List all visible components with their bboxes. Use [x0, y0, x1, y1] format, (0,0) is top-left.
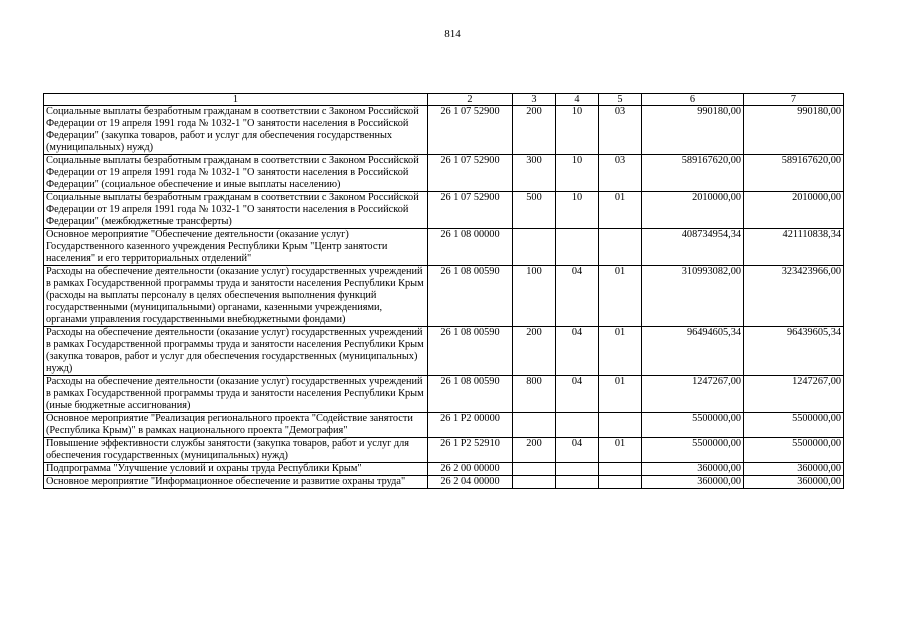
row-expense-type-cell	[513, 476, 556, 489]
row-expense-type-cell: 100	[513, 266, 556, 327]
budget-table	[43, 93, 844, 489]
table-row	[44, 155, 844, 192]
row-amount-year1-cell: 360000,00	[642, 476, 744, 489]
row-section-cell: 04	[556, 266, 599, 327]
row-amount-year1-cell: 96494605,34	[642, 327, 744, 376]
row-csr-code-cell: 26 2 04 00000	[428, 476, 513, 489]
header-row	[44, 94, 844, 106]
row-section-cell	[556, 476, 599, 489]
header-col-1: 1	[44, 94, 428, 106]
row-subsection-cell: 03	[599, 106, 642, 155]
row-section-cell: 10	[556, 155, 599, 192]
row-expense-type-cell: 200	[513, 106, 556, 155]
row-subsection-cell: 03	[599, 155, 642, 192]
row-amount-year1-cell: 990180,00	[642, 106, 744, 155]
row-name-cell: Расходы на обеспечение деятельности (оказание услуг) государственных учреждений в рамках Государственной программы труда и занятости населения Республики Крым (иные бюджетные ассигнования)	[44, 376, 428, 413]
row-expense-type-cell: 200	[513, 327, 556, 376]
row-csr-code-cell: 26 1 07 52900	[428, 155, 513, 192]
row-amount-year1-cell: 5500000,00	[642, 438, 744, 463]
row-amount-year2-cell: 1247267,00	[744, 376, 844, 413]
row-name-cell: Расходы на обеспечение деятельности (оказание услуг) государственных учреждений в рамках Государственной программы труда и занятости населения Республики Крым (расходы на выплаты персоналу в целях обеспечения выполнения функций государственными (муниципальными) органами, казенными учреждениями, органами управления государственными внебюджетными фондами)	[44, 266, 428, 327]
table-row	[44, 327, 844, 376]
row-subsection-cell: 01	[599, 192, 642, 229]
table-row	[44, 229, 844, 266]
row-section-cell	[556, 463, 599, 476]
row-expense-type-cell: 500	[513, 192, 556, 229]
header-col-6: 6	[642, 94, 744, 106]
row-amount-year2-cell: 421110838,34	[744, 229, 844, 266]
row-csr-code-cell: 26 2 00 00000	[428, 463, 513, 476]
table-body	[44, 94, 844, 489]
row-amount-year2-cell: 323423966,00	[744, 266, 844, 327]
row-amount-year1-cell: 1247267,00	[642, 376, 744, 413]
row-expense-type-cell	[513, 229, 556, 266]
row-amount-year1-cell: 408734954,34	[642, 229, 744, 266]
row-name-cell: Основное мероприятие "Информационное обеспечение и развитие охраны труда"	[44, 476, 428, 489]
row-csr-code-cell: 26 1 08 00590	[428, 327, 513, 376]
header-col-7: 7	[744, 94, 844, 106]
row-amount-year1-cell: 310993082,00	[642, 266, 744, 327]
row-subsection-cell	[599, 413, 642, 438]
row-csr-code-cell: 26 1 08 00590	[428, 266, 513, 327]
row-amount-year2-cell: 2010000,00	[744, 192, 844, 229]
row-name-cell: Социальные выплаты безработным гражданам в соответствии с Законом Российской Федерации от 19 апреля 1991 года № 1032-1 "О занятости населения в Российской Федерации" (закупка товаров, работ и услуг для обеспечения государственных (муниципальных) нужд)	[44, 106, 428, 155]
table-row	[44, 463, 844, 476]
row-amount-year1-cell: 5500000,00	[642, 413, 744, 438]
table-row	[44, 476, 844, 489]
row-section-cell	[556, 413, 599, 438]
row-amount-year1-cell: 589167620,00	[642, 155, 744, 192]
row-section-cell: 04	[556, 376, 599, 413]
row-csr-code-cell: 26 1 Р2 00000	[428, 413, 513, 438]
row-amount-year1-cell: 2010000,00	[642, 192, 744, 229]
row-name-cell: Социальные выплаты безработным гражданам в соответствии с Законом Российской Федерации от 19 апреля 1991 года № 1032-1 "О занятости населения в Российской Федерации" (межбюджетные трансферты)	[44, 192, 428, 229]
header-col-5: 5	[599, 94, 642, 106]
header-col-4: 4	[556, 94, 599, 106]
row-subsection-cell: 01	[599, 376, 642, 413]
row-csr-code-cell: 26 1 08 00000	[428, 229, 513, 266]
row-expense-type-cell	[513, 413, 556, 438]
row-csr-code-cell: 26 1 07 52900	[428, 106, 513, 155]
row-section-cell: 04	[556, 327, 599, 376]
header-col-2: 2	[428, 94, 513, 106]
row-amount-year2-cell: 990180,00	[744, 106, 844, 155]
row-name-cell: Основное мероприятие "Реализация регионального проекта "Содействие занятости (Республика Крым)" в рамках национального проекта "Демография"	[44, 413, 428, 438]
table-row	[44, 106, 844, 155]
table-row	[44, 376, 844, 413]
row-name-cell: Социальные выплаты безработным гражданам в соответствии с Законом Российской Федерации от 19 апреля 1991 года № 1032-1 "О занятости населения в Российской Федерации" (социальное обеспечение и иные выплаты населению)	[44, 155, 428, 192]
row-expense-type-cell	[513, 463, 556, 476]
row-subsection-cell	[599, 476, 642, 489]
row-name-cell: Повышение эффективности службы занятости (закупка товаров, работ и услуг для обеспечения государственных (муниципальных) нужд)	[44, 438, 428, 463]
row-csr-code-cell: 26 1 Р2 52910	[428, 438, 513, 463]
row-subsection-cell	[599, 229, 642, 266]
row-section-cell: 10	[556, 192, 599, 229]
row-section-cell	[556, 229, 599, 266]
row-amount-year2-cell: 360000,00	[744, 463, 844, 476]
table-row	[44, 266, 844, 327]
row-subsection-cell: 01	[599, 266, 642, 327]
row-name-cell: Подпрограмма "Улучшение условий и охраны труда Республики Крым"	[44, 463, 428, 476]
page-number: 814	[444, 28, 461, 40]
row-subsection-cell	[599, 463, 642, 476]
row-csr-code-cell: 26 1 07 52900	[428, 192, 513, 229]
row-expense-type-cell: 300	[513, 155, 556, 192]
row-csr-code-cell: 26 1 08 00590	[428, 376, 513, 413]
row-amount-year2-cell: 5500000,00	[744, 438, 844, 463]
row-amount-year2-cell: 5500000,00	[744, 413, 844, 438]
header-col-3: 3	[513, 94, 556, 106]
row-section-cell: 10	[556, 106, 599, 155]
table-row	[44, 438, 844, 463]
row-subsection-cell: 01	[599, 327, 642, 376]
row-subsection-cell: 01	[599, 438, 642, 463]
row-expense-type-cell: 200	[513, 438, 556, 463]
table-row	[44, 192, 844, 229]
row-name-cell: Основное мероприятие "Обеспечение деятельности (оказание услуг) Государственного казенного учреждения Республики Крым "Центр занятости населения" и его территориальных отделений"	[44, 229, 428, 266]
row-amount-year2-cell: 589167620,00	[744, 155, 844, 192]
row-amount-year2-cell: 360000,00	[744, 476, 844, 489]
table-row	[44, 413, 844, 438]
row-section-cell: 04	[556, 438, 599, 463]
row-name-cell: Расходы на обеспечение деятельности (оказание услуг) государственных учреждений в рамках Государственной программы труда и занятости населения Республики Крым (закупка товаров, работ и услуг для обеспечения государственных (муниципальных) нужд)	[44, 327, 428, 376]
row-amount-year1-cell: 360000,00	[642, 463, 744, 476]
row-amount-year2-cell: 96439605,34	[744, 327, 844, 376]
row-expense-type-cell: 800	[513, 376, 556, 413]
